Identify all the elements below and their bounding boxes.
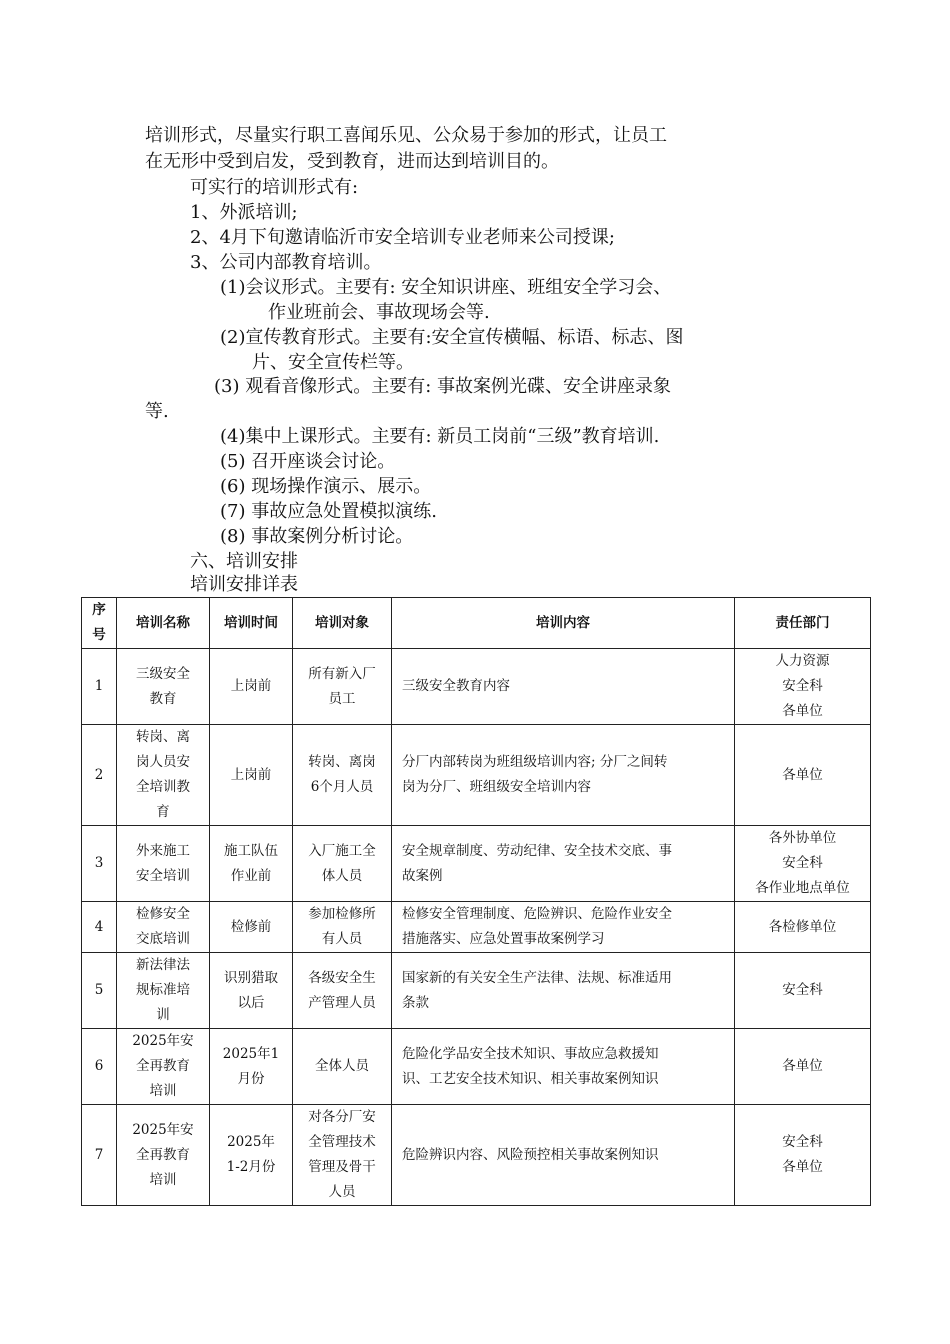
cell-content: [392, 725, 735, 826]
cell-content-line: 分厂内部转岗为班组级培训内容; 分厂之间转: [402, 754, 668, 770]
cell-name-line: 安全培训: [136, 867, 190, 884]
cell-time: [210, 826, 293, 902]
cell-time: [210, 649, 293, 725]
cell-target-line: 员工: [328, 690, 356, 707]
cell-target-line: 全管理技术: [308, 1134, 376, 1150]
cell-dept: [735, 953, 871, 1029]
subitem-6: (6) 现场操作演示、展示。: [220, 476, 432, 497]
cell-dept-line: 各单位: [782, 1058, 823, 1074]
cell-name-line: 三级安全: [136, 665, 190, 682]
cell-time: [210, 902, 293, 953]
cell-time-line: 1-2月份: [226, 1159, 276, 1175]
cell-target-line: 有人员: [321, 931, 363, 947]
cell-time-line: 以后: [237, 994, 265, 1011]
table-title: 培训安排详表: [190, 574, 298, 595]
cell-name: [117, 826, 210, 902]
subitem-2-line-1: (2)宣传教育形式。主要有:安全宣传横幅、标语、标志、图: [220, 327, 684, 348]
table-row: [82, 649, 871, 725]
cell-name-line: 2025年安: [132, 1121, 194, 1138]
table-header-row: [82, 598, 871, 649]
subitem-3-line-1: (3) 观看音像形式。主要有: 事故案例光碟、安全讲座录象: [214, 376, 672, 397]
cell-content: [392, 902, 735, 953]
cell-no: 2: [82, 725, 117, 826]
cell-time-line: 施工队伍: [224, 842, 278, 859]
cell-time: [210, 953, 293, 1029]
cell-target-line: 6个月人员: [310, 779, 374, 795]
cell-target-line: 所有新入厂: [308, 665, 376, 682]
header-name: 培训名称: [117, 598, 210, 649]
cell-content-line: 安全规章制度、劳动纪律、安全技术交底、事: [402, 842, 672, 859]
table-row: [82, 1105, 871, 1206]
cell-dept: [735, 1029, 871, 1105]
cell-target-line: 入厂施工全: [308, 842, 376, 859]
cell-name-line: 培训: [149, 1083, 177, 1099]
cell-content-line: 危险化学品安全技术知识、事故应急救援知: [402, 1045, 659, 1062]
cell-no: 1: [82, 649, 117, 725]
cell-no: 6: [82, 1029, 117, 1105]
cell-content-line: 检修安全管理制度、危险辨识、危险作业安全: [402, 906, 672, 922]
cell-dept-line: 各单位: [782, 703, 823, 719]
cell-target: [293, 725, 392, 826]
subitem-1-line-2: 作业班前会、事故现场会等.: [268, 302, 490, 323]
item-2: 2、4月下旬邀请临沂市安全培训专业老师来公司授课;: [190, 227, 615, 248]
cell-name-line: 全再教育: [136, 1146, 190, 1163]
cell-target-line: 全体人员: [315, 1058, 369, 1074]
cell-name: [117, 649, 210, 725]
cell-name-line: 检修安全: [136, 906, 190, 922]
header-no: [82, 598, 117, 649]
cell-target: [293, 902, 392, 953]
cell-name: [117, 953, 210, 1029]
cell-dept: [735, 725, 871, 826]
paragraph-line-2: 在无形中受到启发，受到教育，进而达到培训目的。: [145, 151, 559, 172]
cell-time-line: 2025年1: [222, 1045, 280, 1062]
cell-name: [117, 902, 210, 953]
cell-target-line: 管理及骨干: [308, 1159, 376, 1175]
cell-name: [117, 725, 210, 826]
cell-target: [293, 649, 392, 725]
table-row: [82, 902, 871, 953]
cell-time-line: 月份: [237, 1070, 265, 1087]
cell-target: [293, 1105, 392, 1206]
subitem-3-line-2: 等.: [145, 401, 169, 422]
cell-name-line: 全再教育: [136, 1058, 190, 1074]
cell-dept-line: 安全科: [782, 1134, 823, 1150]
item-3: 3、公司内部教育培训。: [190, 252, 382, 273]
cell-dept: [735, 902, 871, 953]
header-content: 培训内容: [392, 598, 735, 649]
cell-name-line: 外来施工: [136, 842, 190, 859]
header-time: 培训时间: [210, 598, 293, 649]
cell-time: [210, 725, 293, 826]
cell-content-line: 条款: [402, 994, 429, 1011]
cell-dept: [735, 649, 871, 725]
cell-no: 3: [82, 826, 117, 902]
cell-dept-line: 安全科: [782, 982, 823, 998]
cell-content-line: 措施落实、应急处置事故案例学习: [402, 931, 605, 947]
cell-name-line: 岗人员安: [136, 754, 190, 770]
cell-no: 4: [82, 902, 117, 953]
cell-dept: [735, 826, 871, 902]
cell-name-line: 新法律法: [136, 957, 190, 973]
cell-dept: [735, 1105, 871, 1206]
cell-time-line: 上岗前: [230, 766, 272, 783]
cell-dept-line: 各作业地点单位: [755, 880, 850, 896]
header-no-line-1: 序: [92, 602, 106, 618]
subitem-1-line-1: (1)会议形式。主要有: 安全知识讲座、班组安全学习会、: [220, 277, 672, 298]
cell-name-line: 教育: [149, 690, 177, 707]
cell-no: 7: [82, 1105, 117, 1206]
cell-dept-line: 安全科: [782, 678, 823, 694]
cell-target: [293, 1029, 392, 1105]
cell-dept-line: 各外协单位: [768, 830, 837, 846]
cell-content-line: 识、工艺安全技术知识、相关事故案例知识: [402, 1070, 659, 1087]
cell-no: 5: [82, 953, 117, 1029]
cell-time-line: 作业前: [230, 867, 272, 884]
subitem-4: (4)集中上课形式。主要有: 新员工岗前“三级”教育培训.: [220, 426, 660, 447]
cell-target-line: 产管理人员: [308, 994, 376, 1011]
cell-name: [117, 1029, 210, 1105]
cell-target-line: 人员: [328, 1184, 356, 1200]
cell-content-line: 岗为分厂、班组级安全培训内容: [402, 779, 591, 795]
cell-time-line: 2025年: [227, 1134, 275, 1150]
training-schedule-table: [81, 597, 871, 1206]
cell-target-line: 对各分厂安: [308, 1109, 376, 1125]
cell-name-line: 转岗、离: [136, 729, 190, 745]
forms-intro: 可实行的培训形式有:: [190, 177, 359, 198]
cell-name-line: 规标准培: [136, 982, 190, 998]
header-dept: 责任部门: [735, 598, 871, 649]
cell-time: [210, 1029, 293, 1105]
cell-target-line: 转岗、离岗: [308, 754, 376, 770]
table-row: [82, 725, 871, 826]
table-row: [82, 1029, 871, 1105]
cell-dept-line: 各单位: [782, 1159, 823, 1175]
cell-time-line: 上岗前: [230, 678, 272, 694]
cell-dept-line: 人力资源: [775, 653, 830, 669]
cell-content-line: 三级安全教育内容: [402, 678, 510, 694]
subitem-2-line-2: 片、安全宣传栏等。: [252, 352, 414, 373]
cell-time-line: 检修前: [230, 918, 272, 935]
cell-dept-line: 各检修单位: [768, 918, 837, 935]
cell-content: [392, 826, 735, 902]
cell-name-line: 训: [156, 1007, 170, 1023]
cell-content-line: 故案例: [402, 867, 443, 884]
cell-time-line: 识别猎取: [224, 969, 278, 986]
section-title: 六、培训安排: [190, 551, 298, 572]
cell-time: [210, 1105, 293, 1206]
cell-content-line: 国家新的有关安全生产法律、法规、标准适用: [402, 969, 672, 986]
cell-name: [117, 1105, 210, 1206]
cell-name-line: 2025年安: [132, 1033, 194, 1049]
table-row: [82, 826, 871, 902]
cell-name-line: 全培训教: [136, 779, 190, 795]
cell-target: [293, 826, 392, 902]
subitem-8: (8) 事故案例分析讨论。: [220, 526, 414, 547]
cell-target-line: 体人员: [321, 867, 363, 884]
cell-name-line: 育: [156, 804, 170, 820]
header-target: 培训对象: [293, 598, 392, 649]
cell-content-line: 危险辨识内容、风险预控相关事故案例知识: [402, 1146, 659, 1163]
header-no-line-2: 号: [92, 627, 106, 643]
cell-target-line: 各级安全生: [308, 969, 376, 986]
cell-target-line: 参加检修所: [308, 906, 376, 922]
cell-name-line: 交底培训: [136, 931, 190, 947]
table-body: [82, 649, 871, 1206]
cell-dept-line: 各单位: [782, 766, 823, 783]
cell-target: [293, 953, 392, 1029]
cell-name-line: 培训: [149, 1171, 177, 1188]
cell-content: [392, 649, 735, 725]
cell-content: [392, 953, 735, 1029]
cell-dept-line: 安全科: [782, 855, 823, 871]
subitem-5: (5) 召开座谈会讨论。: [220, 451, 396, 472]
table-row: [82, 953, 871, 1029]
cell-content: [392, 1029, 735, 1105]
item-1: 1、外派培训;: [190, 202, 298, 223]
paragraph-line-1: 培训形式，尽量实行职工喜闻乐见、公众易于参加的形式，让员工: [145, 125, 667, 146]
cell-content: [392, 1105, 735, 1206]
subitem-7: (7) 事故应急处置模拟演练.: [220, 501, 437, 522]
